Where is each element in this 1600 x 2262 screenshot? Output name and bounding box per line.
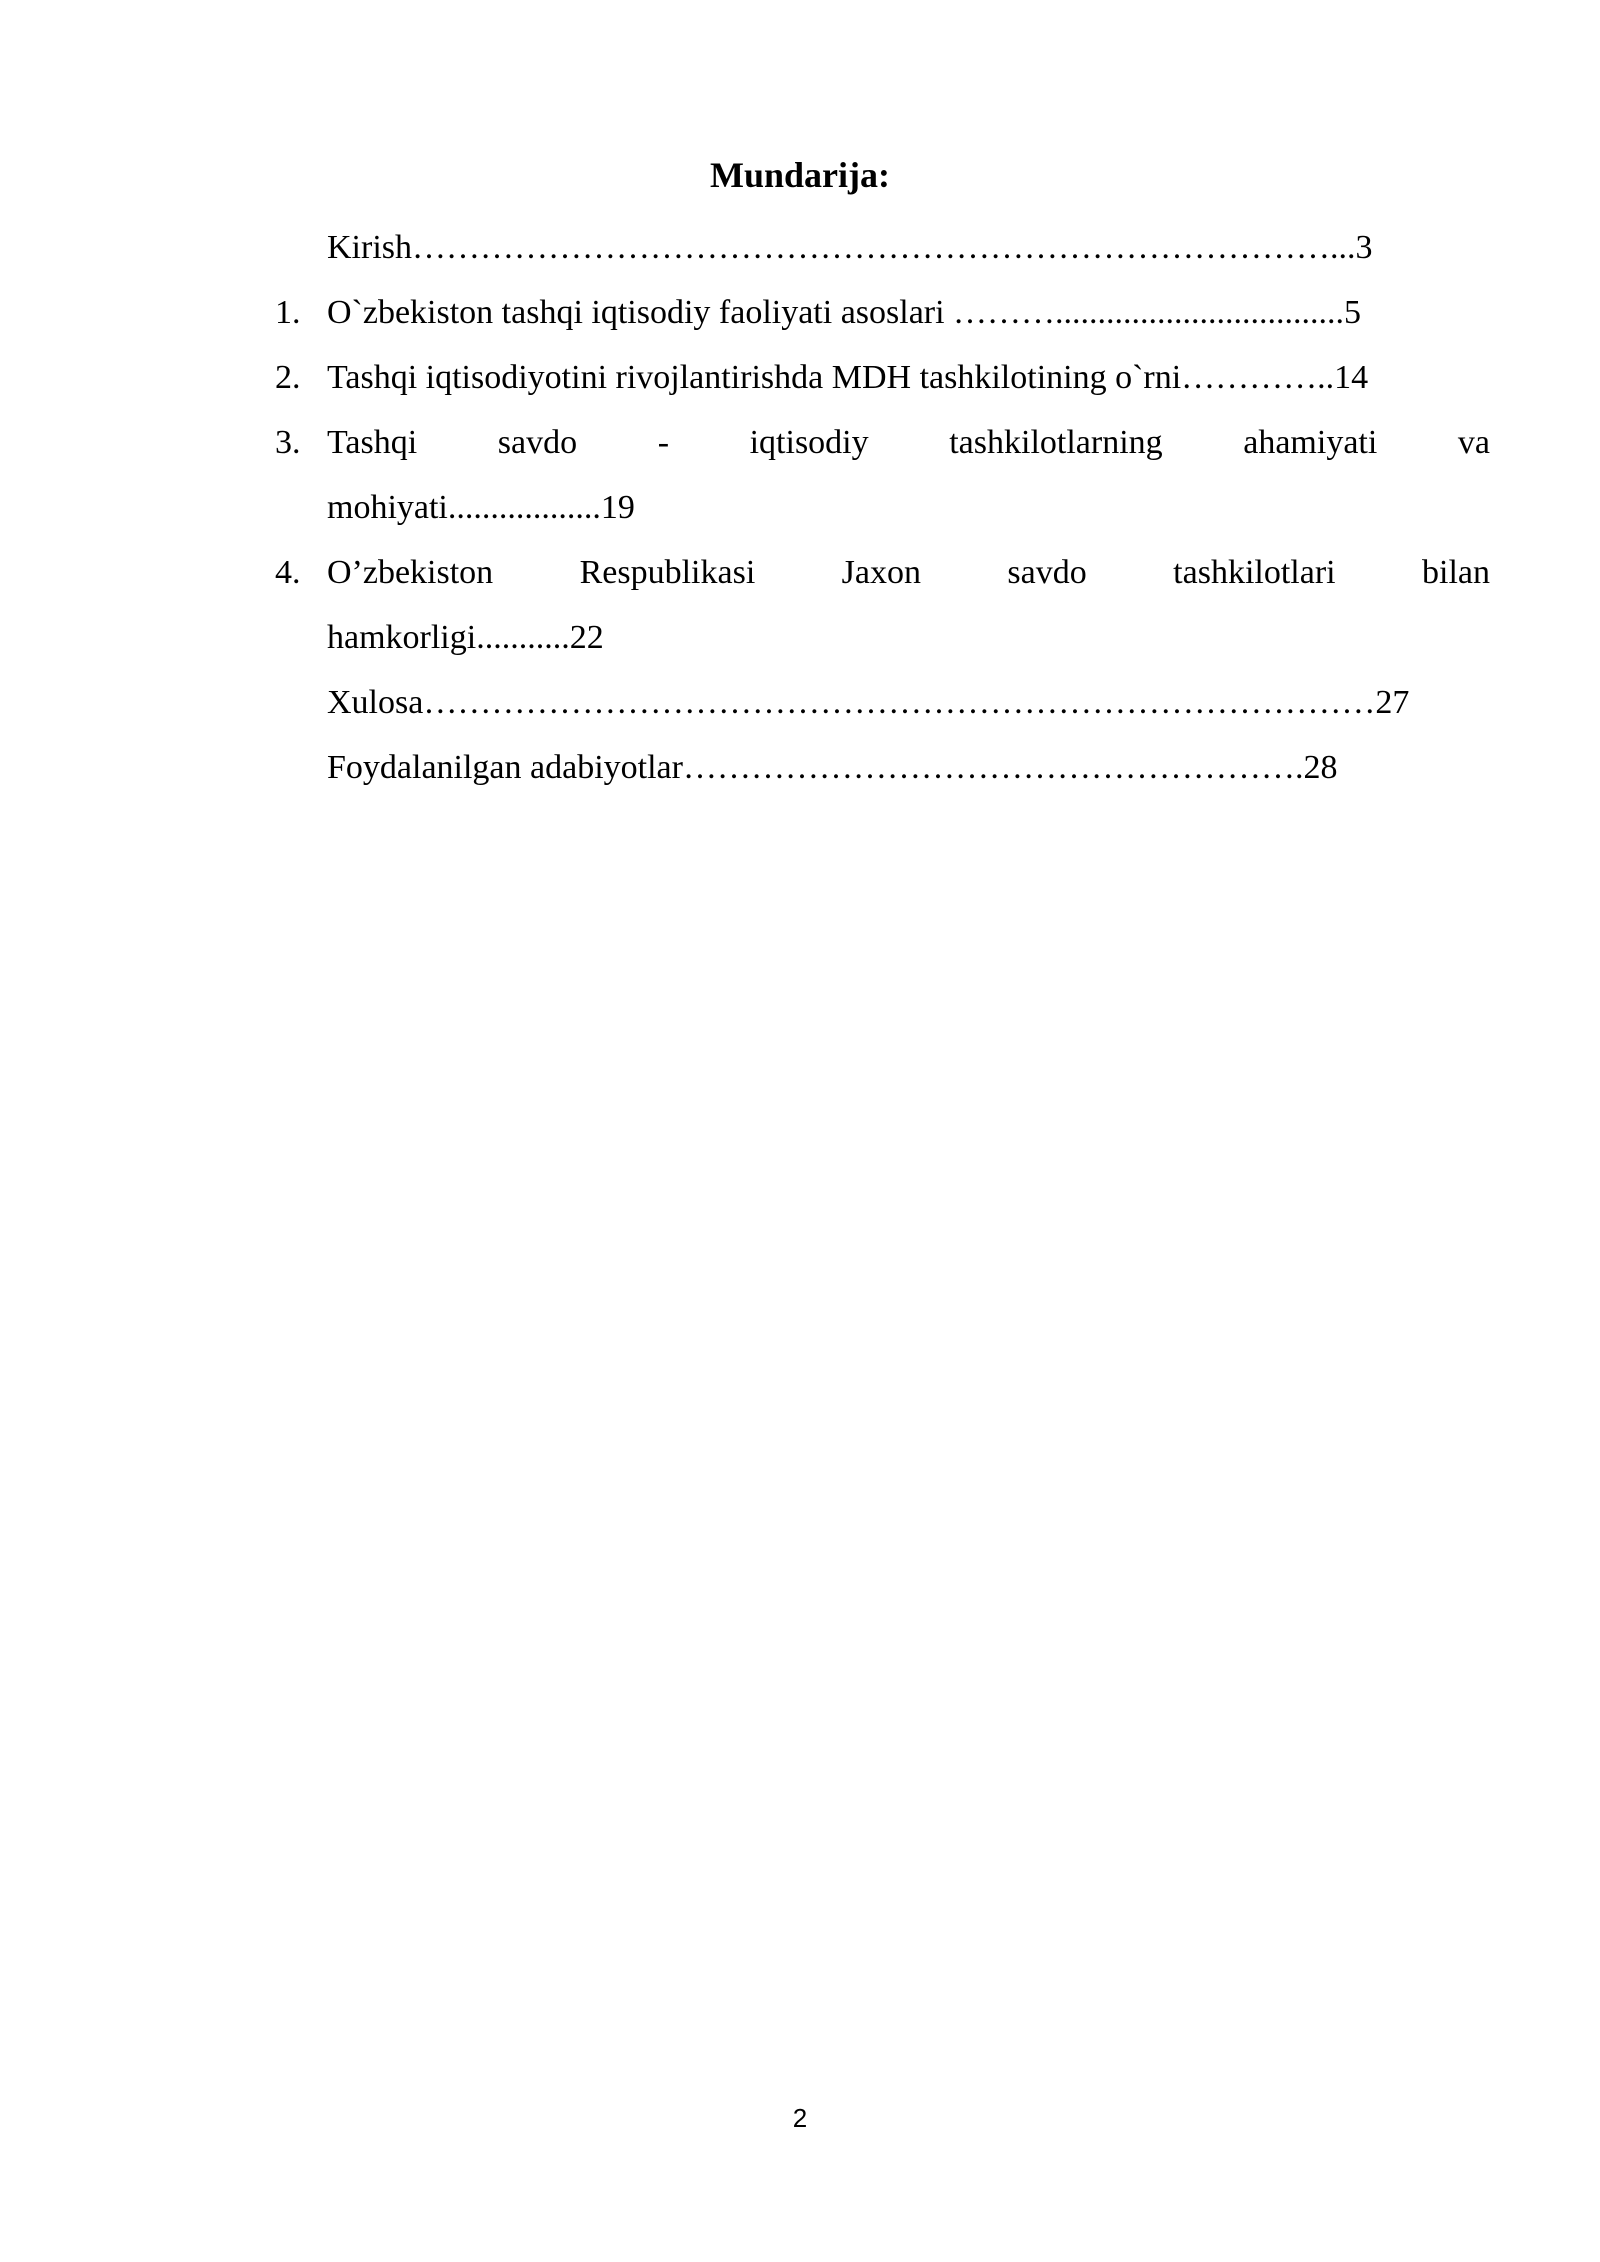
toc-entry-text-line1: O’zbekiston Respublikasi Jaxon savdo tashkilotlari bilan	[327, 554, 1490, 591]
toc-entry-number: 4.	[275, 554, 301, 591]
page-title: Mundarija:	[710, 155, 890, 195]
toc-entry-2	[275, 345, 1490, 410]
page-number: 2	[792, 2103, 808, 2133]
toc-entry-1	[275, 280, 1490, 345]
toc-entry-kirish	[275, 215, 1490, 280]
toc-entry-text: Foydalanilgan adabiyotlar……………………………………………….28	[327, 749, 1338, 786]
toc-entry-number: 1.	[275, 294, 301, 331]
toc-entry-4	[275, 540, 1490, 670]
toc-entry-text-line1: Tashqi savdo - iqtisodiy tashkilotlarning ahamiyati va	[327, 424, 1490, 461]
toc-entry-text: Tashqi iqtisodiyotini rivojlantirishda MDH tashkilotining o`rni…………..14	[327, 359, 1369, 396]
table-of-contents	[275, 215, 1490, 800]
toc-entry-text-line2: hamkorligi...........22	[327, 619, 604, 656]
toc-entry-text: Kirish………………………………………………………………………...3	[327, 229, 1373, 266]
toc-entry-3	[275, 410, 1490, 540]
toc-entry-text: O`zbekiston tashqi iqtisodiy faoliyati asoslari ………..................................5	[327, 294, 1362, 331]
toc-entry-number: 2.	[275, 359, 301, 396]
toc-entry-adabiyotlar	[275, 735, 1490, 800]
toc-entry-number: 3.	[275, 424, 301, 461]
toc-entry-text: Xulosa…………………………………………………………………………27	[327, 684, 1410, 721]
toc-entry-text-line2: mohiyati..................19	[327, 489, 635, 526]
toc-entry-xulosa	[275, 670, 1490, 735]
